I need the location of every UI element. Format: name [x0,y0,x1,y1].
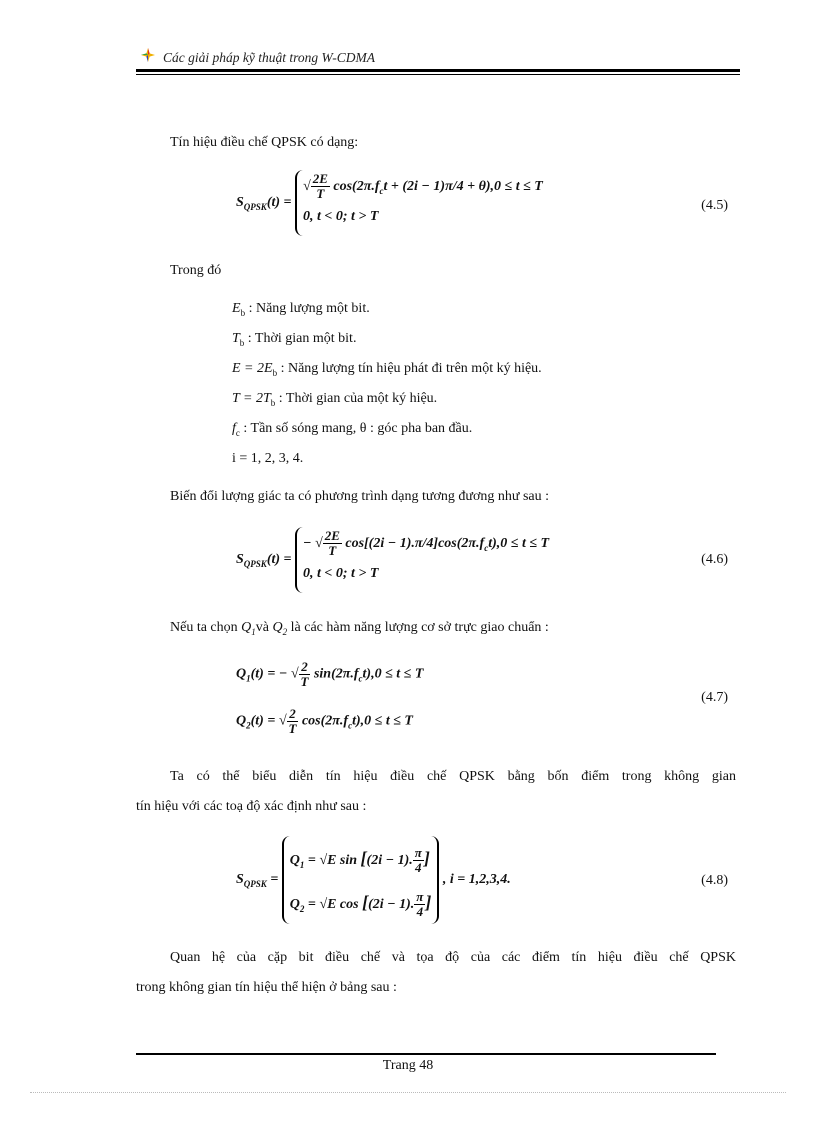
paragraph-relation: Quan hệ của cặp bit điều chế và tọa độ của các điểm tín hiệu điều chế QPSK [170,950,736,965]
paragraph-transform: Biến đổi lượng giác ta có phương trình dạng tương đương như sau : [170,489,550,504]
header-rule-thin [136,74,740,75]
paragraph-signal-space: Ta có thể biểu diễn tín hiệu điều chế QPSK bằng bốn điểm trong không gian [170,769,736,784]
definition-fc: $f_c$ : Tần số sóng mang, θ : góc pha ban đầu. [232,421,473,438]
equation-number-4-6: (4.6) [701,552,728,567]
equation-4-5: $S_{QPSK}(t)$ = √ $\frac{2E}{T}$ $\cos(2\pi.f_ct + (2i - 1)\pi/4 + \theta),0 \le t \le T$ 0, t < 0; t > T [236,170,543,236]
header-rule [136,69,740,72]
star-bullet-icon [141,48,155,62]
paragraph-relation-cont: trong không gian tín hiệu thể hiện ở bảng sau : [136,980,397,995]
page-edge-dotted-line [30,1092,786,1093]
definition-t: $T = 2T_b$ : Thời gian của một ký hiệu. [232,391,438,408]
definition-i: i = 1, 2, 3, 4. [232,451,304,466]
definition-eb: $E_b$ : Năng lượng một bit. [232,301,370,318]
equation-4-7-line-2: $Q_2(t)$ = √ $\frac{2}{T}$ $\cos(2\pi.f_ct),0 \le t \le T$ [236,706,413,736]
header-title: Các giải pháp kỹ thuật trong W-CDMA [163,50,375,65]
paragraph-intro: Tín hiệu điều chế QPSK có dạng: [170,135,359,150]
equation-number-4-7: (4.7) [701,690,728,705]
paragraph-where: Trong đó [170,263,222,278]
equation-4-8: $S_{QPSK}$ = $Q_1 = √E$ sin [(2i − 1). $\frac{\pi}{4}$ ] $Q_2 = √E$ cos [(2i − 1). $\frac{\pi}{4}$ ] , i = 1,2,3,4. [236,836,511,924]
definition-e: $E = 2E_b$ : Năng lượng tín hiệu phát đi trên một ký hiệu. [232,361,542,378]
definition-tb: $T_b$ : Thời gian một bit. [232,331,357,348]
footer-rule [136,1053,716,1055]
equation-number-4-5: (4.5) [701,198,728,213]
equation-4-7-line-1: $Q_1(t)$ = − √ $\frac{2}{T}$ $\sin(2\pi.f_ct),0 \le t \le T$ [236,659,424,689]
page-number: Trang 48 [382,1058,434,1073]
equation-number-4-8: (4.8) [701,873,728,888]
equation-4-6: $S_{QPSK}(t)$ = − √ $\frac{2E}{T}$ $\cos[(2i - 1).\pi/4]\cos(2\pi.f_ct),0 \le t \le T$ 0, t < 0; t > T [236,527,549,593]
paragraph-signal-space-cont: tín hiệu với các toạ độ xác định như sau : [136,799,367,814]
paragraph-basis: Nếu ta chọn $Q_1và$ $Q_2$ là các hàm năng lượng cơ sở trực giao chuẩn : [170,620,549,637]
